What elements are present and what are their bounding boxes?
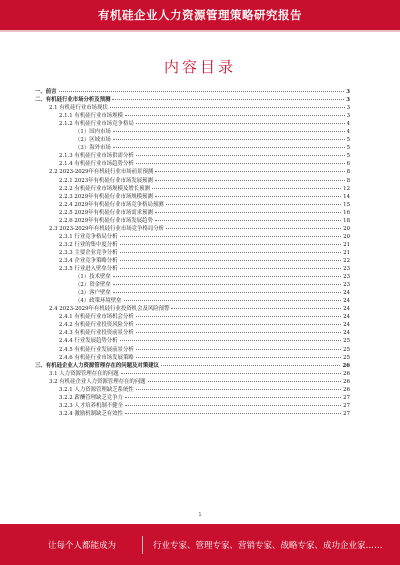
toc-leader-dots [152, 188, 341, 189]
toc-entry[interactable] [35, 329, 350, 337]
toc-entry-label: 2.2.4 2029年有机硅行业市场竞争格局预测 [59, 201, 164, 208]
toc-entry-label: （3）海外市场 [75, 145, 111, 152]
toc-leader-dots [171, 308, 341, 309]
toc-leader-dots [113, 131, 345, 132]
toc-entry[interactable] [35, 281, 350, 289]
toc-leader-dots [136, 163, 345, 164]
toc-entry-label: 2.2.2 有机硅行业市场规模及增长预测 [59, 185, 150, 192]
toc-leader-dots [113, 284, 341, 285]
toc-entry-label: 2.1.1 有机硅行业市场规模 [59, 113, 123, 120]
toc-leader-dots [113, 276, 341, 277]
toc-entry-page: 6 [346, 161, 350, 168]
toc-entry-label: 2.4.2 有机硅行业投资风险分析 [59, 322, 134, 329]
toc-entry[interactable] [35, 193, 350, 201]
toc-entry[interactable] [35, 249, 350, 257]
toc-entry-page: 4 [346, 121, 350, 128]
footer-slogan-left: 让每个人都能成为 [48, 540, 117, 551]
toc-entry[interactable] [35, 410, 350, 418]
toc-leader-dots [120, 340, 342, 341]
toc-entry-label: （2）资金壁垒 [75, 282, 111, 289]
toc-entry[interactable] [35, 321, 350, 329]
toc-entry-page: 3 [346, 97, 350, 104]
toc-entry-page: 4 [346, 129, 350, 136]
toc-entry[interactable] [35, 305, 350, 313]
toc-entry[interactable] [35, 225, 350, 233]
toc-entry-page: 21 [343, 241, 350, 248]
toc-entry-page: 12 [343, 185, 350, 192]
footer-divider [142, 536, 143, 554]
toc-leader-dots [155, 212, 341, 213]
toc-entry[interactable] [35, 386, 350, 394]
toc-entry[interactable] [35, 185, 350, 193]
toc-entry-label: 3.2.4 激励机制缺乏有效性 [59, 410, 123, 417]
toc-entry-label: 二、有机硅行业市场分析及预测 [35, 97, 111, 104]
toc-entry[interactable] [35, 354, 350, 362]
toc-entry-label: 2.4.5 有机硅行业发展前景分析 [59, 346, 134, 353]
header-divider [0, 30, 400, 32]
toc-entry-page: 26 [343, 370, 350, 377]
toc-entry[interactable] [35, 233, 350, 241]
toc-entry-page: 21 [343, 249, 350, 256]
toc-leader-dots [155, 220, 341, 221]
toc-entry-page: 24 [343, 322, 350, 329]
toc-entry-page: 23 [343, 282, 350, 289]
toc-entry-label: （4）政策环境壁垒 [75, 298, 122, 305]
toc-entry-label: 2.4.6 有机硅行业市场发展策略 [59, 354, 134, 361]
toc-leader-dots [125, 413, 341, 414]
toc-entry[interactable] [35, 257, 350, 265]
toc-entry[interactable] [35, 104, 350, 112]
toc-entry-page: 18 [343, 217, 350, 224]
toc-entry-page: 24 [343, 306, 350, 313]
toc-entry-page: 23 [343, 266, 350, 273]
toc-leader-dots [121, 373, 342, 374]
toc-entry[interactable] [35, 394, 350, 402]
toc-entry-label: 2.3.4 企业竞争策略分析 [59, 257, 118, 264]
toc-entry-label: 2.2.5 2029年有机硅行业市场需求预测 [59, 209, 153, 216]
toc-leader-dots [113, 139, 345, 140]
toc-leader-dots [110, 107, 345, 108]
toc-entry-label: 2.3.1 行业竞争格局分析 [59, 233, 118, 240]
toc-entry-page: 24 [343, 298, 350, 305]
toc-leader-dots [125, 405, 341, 406]
toc-leader-dots [113, 292, 341, 293]
toc-entry-page: 25 [343, 346, 350, 353]
toc-leader-dots [136, 324, 341, 325]
toc-entry-page: 20 [343, 225, 350, 232]
toc-entry-page: 20 [343, 233, 350, 240]
toc-entry[interactable] [35, 289, 350, 297]
toc-entry-page: 26 [342, 362, 350, 369]
toc-leader-dots [166, 204, 342, 205]
toc-leader-dots [113, 147, 345, 148]
toc-entry[interactable] [35, 177, 350, 185]
toc-entry-page: 27 [343, 410, 350, 417]
toc-leader-dots [120, 244, 342, 245]
toc-entry-label: 2.3.2 行业的集中度分析 [59, 241, 118, 248]
toc-leader-dots [125, 397, 341, 398]
toc-leader-dots [124, 300, 342, 301]
toc-entry-page: 3 [346, 89, 350, 95]
toc-entry-page: 15 [343, 201, 350, 208]
page-number: 1 [198, 512, 202, 518]
toc-entry[interactable] [35, 96, 350, 104]
toc-leader-dots [166, 228, 341, 229]
toc-entry-label: 2.2 2023-2029年有机硅行业市场前景预测 [49, 169, 154, 176]
toc-entry-page: 27 [343, 402, 350, 409]
toc-entry-page: 27 [343, 394, 350, 401]
toc-leader-dots [125, 115, 345, 116]
toc-entry-page: 22 [343, 257, 350, 264]
toc-heading: 内容目录 [163, 58, 236, 76]
toc-leader-dots [120, 236, 342, 237]
toc-entry-label: 2.4.1 有机硅行业市场机会分析 [59, 314, 134, 321]
toc-entry-page: 25 [343, 354, 350, 361]
toc-entry-label: 2.4.4 行业发展趋势分析 [59, 338, 118, 345]
toc-leader-dots [136, 123, 345, 124]
toc-entry[interactable] [35, 378, 350, 386]
toc-leader-dots [155, 196, 341, 197]
toc-entry-label: 3.2.2 薪酬管理缺乏竞争力 [59, 394, 123, 401]
toc-leader-dots [161, 365, 340, 366]
toc-entry[interactable] [35, 241, 350, 249]
table-of-contents [35, 88, 350, 418]
toc-entry-page: 26 [343, 386, 350, 393]
toc-entry-page: 3 [346, 105, 350, 112]
toc-entry[interactable] [35, 120, 350, 128]
toc-leader-dots [120, 252, 342, 253]
toc-entry-label: 2.4 2023-2029年有机硅行业投资机会及风险预警 [49, 306, 170, 313]
toc-leader-dots [136, 349, 341, 350]
toc-entry-label: 3.2.3 人才培养机制不健全 [59, 402, 123, 409]
toc-entry[interactable] [35, 88, 350, 96]
toc-entry-label: （2）区域市场 [75, 137, 111, 144]
toc-entry-label: 2.3.5 行业进入壁垒分析 [59, 266, 118, 273]
toc-entry-page: 8 [346, 177, 350, 184]
toc-entry[interactable] [35, 128, 350, 136]
toc-leader-dots [148, 381, 342, 382]
toc-leader-dots [136, 155, 345, 156]
toc-entry-label: 2.3 2023-2029年有机硅行业市场竞争格局分析 [49, 225, 165, 232]
toc-entry-page: 24 [343, 314, 350, 321]
toc-entry-page: 24 [343, 330, 350, 337]
toc-leader-dots [112, 99, 344, 100]
toc-entry-page: 16 [343, 209, 350, 216]
report-header [0, 0, 400, 30]
toc-leader-dots [155, 171, 344, 172]
toc-entry-page: 5 [346, 145, 350, 152]
toc-entry[interactable] [35, 152, 350, 160]
toc-entry[interactable] [35, 362, 350, 370]
toc-entry-label: 2.4.3 有机硅行业投资前景分析 [59, 330, 134, 337]
toc-entry-label: 2.3.3 主要企业竞争分析 [59, 249, 118, 256]
toc-entry[interactable] [35, 144, 350, 152]
toc-leader-dots [136, 389, 341, 390]
toc-entry[interactable] [35, 209, 350, 217]
report-title: 有机硅企业人力资源管理策略研究报告 [98, 8, 302, 22]
toc-entry-page: 5 [346, 137, 350, 144]
toc-entry-label: 2.2.1 2023年有机硅行业市场发展预测 [59, 177, 153, 184]
toc-entry[interactable] [35, 201, 350, 209]
toc-entry-label: 2.1.2 有机硅行业市场竞争格局 [59, 121, 134, 128]
toc-entry-label: （3）客户壁垒 [75, 290, 111, 297]
toc-entry-page: 24 [343, 290, 350, 297]
toc-leader-dots [136, 357, 341, 358]
toc-entry[interactable] [35, 337, 350, 345]
toc-entry[interactable] [35, 346, 350, 354]
toc-entry-label: （1）技术壁垒 [75, 274, 111, 281]
toc-entry-page: 8 [346, 169, 350, 176]
toc-entry[interactable] [35, 313, 350, 321]
toc-entry[interactable] [35, 136, 350, 144]
toc-entry-page: 14 [343, 193, 350, 200]
toc-entry[interactable] [35, 370, 350, 378]
toc-leader-dots [136, 316, 341, 317]
toc-entry-label: 2.1 有机硅行业市场现状 [49, 105, 108, 112]
toc-entry[interactable] [35, 297, 350, 305]
toc-entry-label: 2.2.6 2029年有机硅行业市场发展趋势 [59, 217, 153, 224]
toc-leader-dots [120, 260, 342, 261]
toc-entry-label: 一、前言 [35, 89, 57, 95]
toc-entry-label: 3.2 有机硅企业人力资源管理存在的问题 [49, 378, 146, 385]
toc-entry-page: 25 [343, 338, 350, 345]
toc-entry[interactable] [35, 402, 350, 410]
toc-entry-label: （1）国内市场 [75, 129, 111, 136]
toc-leader-dots [155, 180, 345, 181]
toc-entry-page: 5 [346, 153, 350, 160]
toc-entry-label: 3.1 人力资源管理存在的问题 [49, 370, 119, 377]
report-footer [0, 524, 400, 565]
toc-entry[interactable] [35, 273, 350, 281]
toc-entry-label: 2.1.4 有机硅行业市场趋势分析 [59, 161, 134, 168]
toc-entry[interactable] [35, 217, 350, 225]
footer-slogan-right: 行业专家、管理专家、营销专家、战略专家、成功企业家…… [153, 540, 383, 551]
toc-leader-dots [59, 91, 345, 92]
toc-entry-page: 3 [346, 113, 350, 120]
toc-entry-label: 2.2.3 2029年有机硅行业市场规模预测 [59, 193, 153, 200]
toc-entry-page: 23 [343, 274, 350, 281]
toc-entry-label: 三、有机硅企业人力资源管理存在的问题及对策建议 [35, 362, 159, 369]
toc-entry[interactable] [35, 265, 350, 273]
toc-leader-dots [136, 332, 341, 333]
toc-entry-label: 2.1.3 有机硅行业市场供需分析 [59, 153, 134, 160]
toc-entry-page: 26 [343, 378, 350, 385]
toc-entry-label: 3.2.1 人力资源管理缺乏系统性 [59, 386, 134, 393]
toc-entry[interactable] [35, 160, 350, 168]
toc-leader-dots [120, 268, 342, 269]
toc-entry[interactable] [35, 112, 350, 120]
toc-entry[interactable] [35, 168, 350, 176]
